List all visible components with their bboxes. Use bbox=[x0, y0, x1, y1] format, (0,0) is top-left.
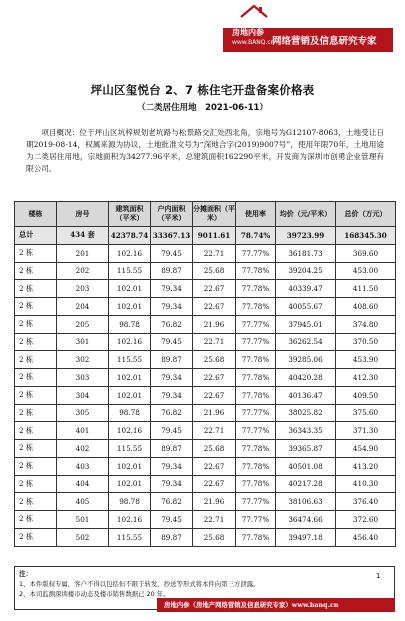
table-cell: 77.78% bbox=[236, 475, 276, 493]
table-header-row bbox=[15, 202, 396, 227]
house-logo-icon bbox=[239, 4, 269, 28]
table-cell: 21.96 bbox=[193, 493, 236, 511]
header-room: 房号 bbox=[57, 202, 109, 227]
table-cell: 102.16 bbox=[109, 244, 151, 262]
project-overview: 项目概况：位于坪山区坑梓规划老坑路与松景路交汇处西北角，宗地号为G12107-8063，土地受让日期2019-08-14，权属来源为协议，土地批准文号为“深地合字(2019)9007号”，使用年限70年，土地用途为二类居住用地，宗地面积为34277.96平米，总建筑面积162290平米，开发商为深圳市创勇企业管理有限公司。 bbox=[26, 128, 384, 173]
table-cell: 21.96 bbox=[193, 404, 236, 422]
table-cell: 77.78% bbox=[236, 262, 276, 280]
table-cell: 22.67 bbox=[193, 280, 236, 298]
table-cell: 2 栋 bbox=[15, 386, 57, 404]
table-cell: 453.00 bbox=[336, 262, 396, 280]
table-cell: 39285.06 bbox=[276, 351, 336, 369]
header bbox=[0, 0, 405, 56]
document-title: 坪山区玺悦台 2、7 栋住宅开盘备案价格表 bbox=[90, 83, 315, 97]
table-cell: 25.68 bbox=[193, 262, 236, 280]
table-cell: 40136.47 bbox=[276, 386, 336, 404]
table-row bbox=[15, 422, 396, 440]
table-row bbox=[15, 457, 396, 475]
table-cell: 305 bbox=[57, 404, 109, 422]
table-cell: 22.71 bbox=[193, 422, 236, 440]
table-cell: 411.50 bbox=[336, 280, 396, 298]
table-cell: 501 bbox=[57, 511, 109, 529]
table-cell: 2 栋 bbox=[15, 280, 57, 298]
table-cell: 36181.73 bbox=[276, 244, 336, 262]
table-cell: 40055.67 bbox=[276, 298, 336, 316]
table-cell: 370.50 bbox=[336, 333, 396, 351]
table-cell: 2 栋 bbox=[15, 475, 57, 493]
table-cell: 2 栋 bbox=[15, 315, 57, 333]
table-row bbox=[15, 280, 396, 298]
table-cell: 2 栋 bbox=[15, 528, 57, 546]
table-cell: 374.80 bbox=[336, 315, 396, 333]
table-cell: 201 bbox=[57, 244, 109, 262]
table-cell: 40217.28 bbox=[276, 475, 336, 493]
table-cell: 98.78 bbox=[109, 404, 151, 422]
table-cell: 21.96 bbox=[193, 315, 236, 333]
table-cell: 77.77% bbox=[236, 244, 276, 262]
document-subtitle: （二类居住用地 2021-06-11） bbox=[137, 103, 268, 113]
table-row bbox=[15, 262, 396, 280]
header-shared-area: 分摊面积（平米） bbox=[193, 202, 236, 227]
table-cell: 2 栋 bbox=[15, 440, 57, 458]
table-cell: 79.45 bbox=[151, 422, 193, 440]
table-cell: 40501.08 bbox=[276, 457, 336, 475]
table-cell: 102.16 bbox=[109, 422, 151, 440]
table-cell: 98.78 bbox=[109, 493, 151, 511]
table-row bbox=[15, 298, 396, 316]
table-cell: 40420.28 bbox=[276, 369, 336, 387]
table-cell: 2 栋 bbox=[15, 351, 57, 369]
table-cell: 77.77% bbox=[236, 333, 276, 351]
table-cell: 76.82 bbox=[151, 404, 193, 422]
table-cell: 22.71 bbox=[193, 244, 236, 262]
table-cell: 40339.47 bbox=[276, 280, 336, 298]
table-cell: 115.55 bbox=[109, 351, 151, 369]
table-cell: 403 bbox=[57, 457, 109, 475]
table-cell: 79.34 bbox=[151, 457, 193, 475]
table-cell: 89.87 bbox=[151, 528, 193, 546]
table-row bbox=[15, 351, 396, 369]
table-cell: 79.34 bbox=[151, 280, 193, 298]
table-cell: 402 bbox=[57, 440, 109, 458]
table-cell: 77.77% bbox=[236, 315, 276, 333]
table-row bbox=[15, 244, 396, 262]
table-cell: 302 bbox=[57, 351, 109, 369]
table-cell: 89.87 bbox=[151, 351, 193, 369]
note-item: 2、本司监测深圳楼市动态及楼市销售数据已 20 年。 bbox=[19, 590, 170, 598]
table-cell: 38025.82 bbox=[276, 404, 336, 422]
table-cell: 79.34 bbox=[151, 369, 193, 387]
table-cell: 102.01 bbox=[109, 280, 151, 298]
table-cell: 202 bbox=[57, 262, 109, 280]
table-cell: 78.74% bbox=[236, 227, 276, 245]
table-cell: 36343.35 bbox=[276, 422, 336, 440]
table-cell: 409.50 bbox=[336, 386, 396, 404]
table-row bbox=[15, 369, 396, 387]
table-cell: 77.78% bbox=[236, 528, 276, 546]
table-cell: 39497.18 bbox=[276, 528, 336, 546]
table-cell: 375.60 bbox=[336, 404, 396, 422]
table-row bbox=[15, 511, 396, 529]
table-cell: 77.78% bbox=[236, 298, 276, 316]
table-cell: 434 套 bbox=[57, 227, 109, 245]
table-cell: 301 bbox=[57, 333, 109, 351]
table-cell: 77.77% bbox=[236, 404, 276, 422]
table-cell: 102.01 bbox=[109, 457, 151, 475]
table-cell: 36474.66 bbox=[276, 511, 336, 529]
table-cell: 22.67 bbox=[193, 369, 236, 387]
table-cell: 76.82 bbox=[151, 315, 193, 333]
table-cell: 36262.54 bbox=[276, 333, 336, 351]
header-usage-rate: 使用率 bbox=[236, 202, 276, 227]
table-cell: 22.67 bbox=[193, 386, 236, 404]
table-cell: 77.78% bbox=[236, 351, 276, 369]
table-cell: 2 栋 bbox=[15, 493, 57, 511]
table-row bbox=[15, 440, 396, 458]
table-cell: 25.68 bbox=[193, 440, 236, 458]
table-body bbox=[15, 227, 396, 547]
brand-slogan: 网络营销及信息研究专家 bbox=[272, 36, 377, 47]
table-cell: 77.78% bbox=[236, 440, 276, 458]
table-row bbox=[15, 475, 396, 493]
table-cell: 77.77% bbox=[236, 511, 276, 529]
table-cell: 2 栋 bbox=[15, 333, 57, 351]
table-cell: 205 bbox=[57, 315, 109, 333]
table-row bbox=[15, 404, 396, 422]
table-cell: 79.45 bbox=[151, 244, 193, 262]
table-cell: 502 bbox=[57, 528, 109, 546]
table-cell: 115.55 bbox=[109, 528, 151, 546]
header-indoor-area: 户内面积（平米） bbox=[151, 202, 193, 227]
table-cell: 2 栋 bbox=[15, 404, 57, 422]
table-cell: 22.71 bbox=[193, 511, 236, 529]
table-row bbox=[15, 386, 396, 404]
table-cell: 77.78% bbox=[236, 280, 276, 298]
table-cell: 412.30 bbox=[336, 369, 396, 387]
table-cell: 204 bbox=[57, 298, 109, 316]
table-cell: 168345.30 bbox=[336, 227, 396, 245]
table-cell: 456.40 bbox=[336, 528, 396, 546]
table-cell: 115.55 bbox=[109, 262, 151, 280]
table-row bbox=[15, 528, 396, 546]
price-table bbox=[14, 201, 396, 547]
table-cell: 42378.74 bbox=[109, 227, 151, 245]
header-avg-price: 均价（元/平米） bbox=[276, 202, 336, 227]
table-cell: 410.30 bbox=[336, 475, 396, 493]
notes-title: 注： bbox=[19, 570, 33, 578]
table-cell: 76.82 bbox=[151, 493, 193, 511]
table-cell: 98.78 bbox=[109, 315, 151, 333]
table-cell: 22.67 bbox=[193, 298, 236, 316]
table-row bbox=[15, 333, 396, 351]
table-cell: 总计 bbox=[15, 227, 57, 245]
table-cell: 33367.13 bbox=[151, 227, 193, 245]
table-cell: 304 bbox=[57, 386, 109, 404]
table-cell: 22.67 bbox=[193, 475, 236, 493]
table-cell: 404 bbox=[57, 475, 109, 493]
table-cell: 22.71 bbox=[193, 333, 236, 351]
table-cell: 22.67 bbox=[193, 457, 236, 475]
logo-name: 房地内参 bbox=[232, 27, 264, 37]
header-building: 楼栋 bbox=[15, 202, 57, 227]
table-cell: 102.01 bbox=[109, 386, 151, 404]
table-cell: 25.68 bbox=[193, 528, 236, 546]
table-cell: 102.16 bbox=[109, 333, 151, 351]
table-cell: 79.34 bbox=[151, 475, 193, 493]
table-cell: 79.45 bbox=[151, 511, 193, 529]
table-cell: 303 bbox=[57, 369, 109, 387]
note-item: 1、本件版权专属，客户不得以包括但不限于转发、抄送等形式将本件向第三方泄露。 bbox=[19, 580, 260, 588]
table-cell: 77.77% bbox=[236, 493, 276, 511]
table-row bbox=[15, 493, 396, 511]
table-cell: 39204.25 bbox=[276, 262, 336, 280]
table-cell: 77.78% bbox=[236, 369, 276, 387]
table-cell: 102.01 bbox=[109, 369, 151, 387]
table-cell: 77.78% bbox=[236, 457, 276, 475]
table-cell: 37945.01 bbox=[276, 315, 336, 333]
table-cell: 79.34 bbox=[151, 386, 193, 404]
page-number: 1 bbox=[376, 572, 381, 580]
table-cell: 102.16 bbox=[109, 511, 151, 529]
table-cell: 376.40 bbox=[336, 493, 396, 511]
table-cell: 39365.87 bbox=[276, 440, 336, 458]
table-cell: 405 bbox=[57, 493, 109, 511]
table-cell: 203 bbox=[57, 280, 109, 298]
table-cell: 453.90 bbox=[336, 351, 396, 369]
table-cell: 408.60 bbox=[336, 298, 396, 316]
table-cell: 372.60 bbox=[336, 511, 396, 529]
table-cell: 25.68 bbox=[193, 351, 236, 369]
header-total-price: 总价（万元） bbox=[336, 202, 396, 227]
table-cell: 2 栋 bbox=[15, 422, 57, 440]
table-cell: 89.87 bbox=[151, 262, 193, 280]
table-cell: 369.60 bbox=[336, 244, 396, 262]
table-cell: 79.34 bbox=[151, 298, 193, 316]
table-cell: 39723.99 bbox=[276, 227, 336, 245]
table-cell: 38106.63 bbox=[276, 493, 336, 511]
table-cell: 2 栋 bbox=[15, 244, 57, 262]
table-cell: 9011.61 bbox=[193, 227, 236, 245]
table-cell: 454.90 bbox=[336, 440, 396, 458]
table-row bbox=[15, 315, 396, 333]
table-cell: 401 bbox=[57, 422, 109, 440]
table-cell: 2 栋 bbox=[15, 511, 57, 529]
logo-url: www.BANQ.cn bbox=[232, 39, 275, 46]
table-cell: 2 栋 bbox=[15, 262, 57, 280]
table-cell: 89.87 bbox=[151, 440, 193, 458]
header-building-area: 建筑面积（平米） bbox=[109, 202, 151, 227]
total-row bbox=[15, 227, 396, 245]
table-cell: 102.01 bbox=[109, 298, 151, 316]
table-cell: 77.78% bbox=[236, 386, 276, 404]
table-cell: 371.30 bbox=[336, 422, 396, 440]
table-cell: 79.45 bbox=[151, 333, 193, 351]
table-cell: 102.01 bbox=[109, 475, 151, 493]
footer-text: 房地内参（房地产网络营销及信息研究专家）www.banq.cn bbox=[164, 601, 339, 609]
table-cell: 2 栋 bbox=[15, 298, 57, 316]
table-cell: 77.77% bbox=[236, 422, 276, 440]
table-cell: 2 栋 bbox=[15, 369, 57, 387]
table-cell: 413.20 bbox=[336, 457, 396, 475]
table-cell: 2 栋 bbox=[15, 457, 57, 475]
table-cell: 115.55 bbox=[109, 440, 151, 458]
